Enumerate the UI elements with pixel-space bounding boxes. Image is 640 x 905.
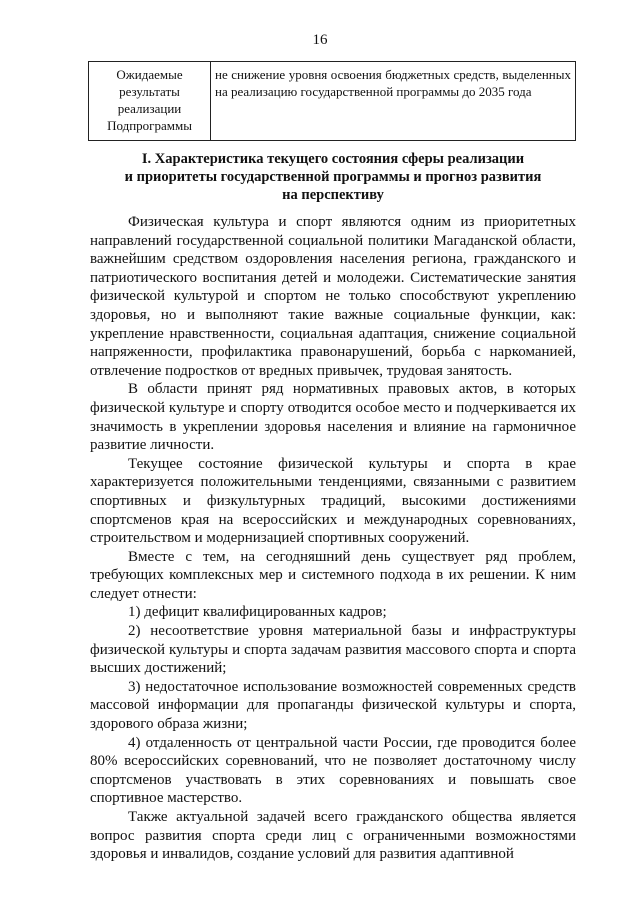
list-item: 3) недостаточное использование возможностей современных средств массовой информации для пропаганды физической культуры и спорта, здорового образа жизни; — [90, 678, 576, 733]
paragraph: В области принят ряд нормативных правовых актов, в которых физической культуре и спорту отводится особое место и подчеркивается их значимость в укреплении здоровья населения и влияние на гармоничное развитие личности. — [90, 381, 576, 454]
table-row — [89, 62, 576, 141]
label-line: Ожидаемые — [116, 67, 183, 82]
paragraph: Вместе с тем, на сегодняшний день существует ряд проблем, требующих комплексных мер и системного подхода в их решении. К ним следует отнести: — [90, 548, 576, 602]
page-number: 16 — [312, 32, 328, 48]
table-label-cell — [89, 62, 211, 141]
list-item: 2) несоответствие уровня материальной базы и инфраструктуры физической культуры и спорта задачам развития массового спорта и спорта высших достижений; — [90, 623, 576, 677]
paragraph: Текущее состояние физической культуры и спорта в крае характеризуется положительными тенденциями, связанными с развитием спортивных и физкультурных традиций, высокими достижениями спортсменов края на всероссийских и международных соревнованиях, строительством и модернизацией спортивных сооружений. — [90, 455, 576, 547]
paragraph: Физическая культура и спорт являются одним из приоритетных направлений государственной социальной политики Магаданской области, важнейшим средством оздоровления населения региона, гражданского и патриотического воспитания детей и молодежи. Систематические занятия физической культурой и спортом не только способствуют укреплению здоровья, но и выполняют такие важные социальные функции, как: укрепление нравственности, социальная адаптация, снижение социальной напряженности, профилактика правонарушений, борьба с наркоманией, отвлечение подростков от вредных привычек, трудовая занятость. — [90, 214, 576, 379]
title-line: и приоритеты государственной программы и прогноз развития — [124, 169, 542, 185]
expected-results-table — [88, 61, 576, 141]
table-value-cell: не снижение уровня освоения бюджетных средств, выделенных на реализацию государственной программы до 2035 года — [211, 62, 576, 141]
list-item: 4) отдаленность от центральной части России, где проводится более 80% всероссийских соревнований, что не позволяет достаточному числу спортсменов участвовать в этих соревнованиях и повышать свое спортивное мастерство. — [90, 734, 576, 807]
label-line: реализации — [117, 101, 182, 116]
label-line: результаты — [119, 84, 180, 99]
label-line: Подпрограммы — [107, 118, 192, 133]
body-text — [90, 213, 576, 864]
section-title — [90, 150, 576, 204]
title-line: I. Характеристика текущего состояния сферы реализации — [141, 151, 525, 167]
list-item: 1) дефицит квалифицированных кадров; — [128, 604, 387, 621]
paragraph: Также актуальной задачей всего гражданского общества является вопрос развития спорта среди лиц с ограниченными возможностями здоровья и инвалидов, создание условий для развития адаптивной — [90, 809, 576, 863]
title-line: на перспективу — [282, 187, 384, 203]
